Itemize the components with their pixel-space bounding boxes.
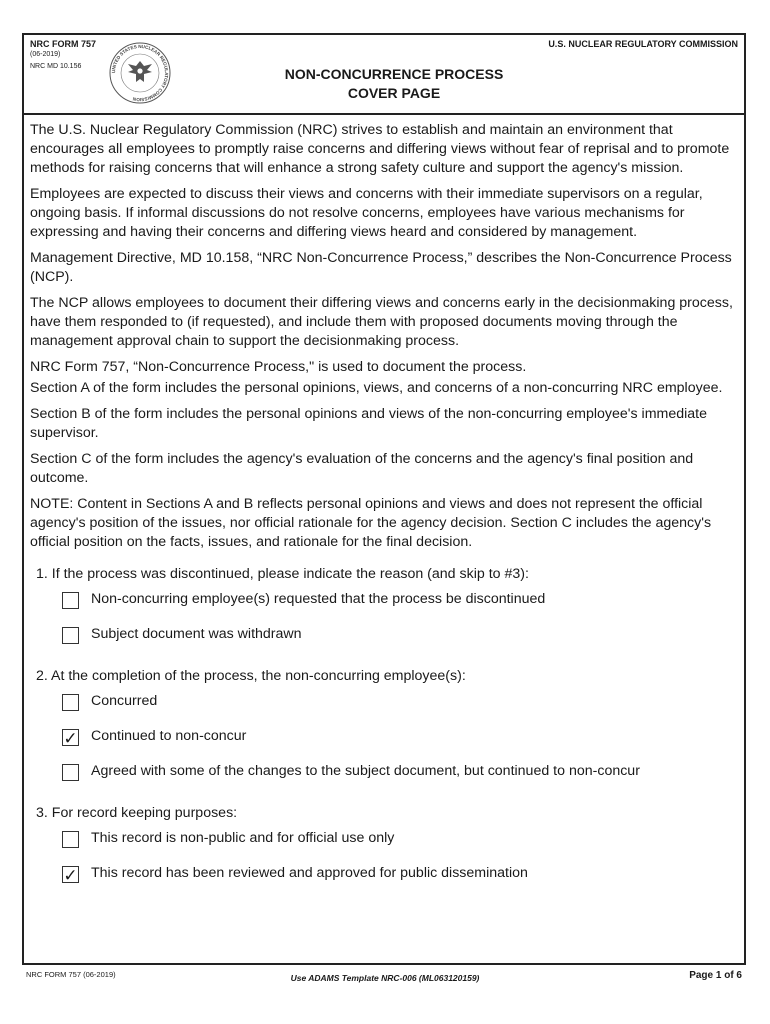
page-number: Page 1 of 6 [689,970,742,981]
footer-template: Use ADAMS Template NRC-006 (ML063120159) [290,973,480,983]
checkbox[interactable]: ✓ [63,866,78,885]
form-date: (06-2019) [30,51,61,58]
option-row[interactable] [30,756,746,791]
option-row[interactable] [30,858,746,893]
intro-paragraph: Section C of the form includes the agency's evaluation of the concerns and the agency's final position and outcome. [30,451,694,486]
option-row[interactable] [30,721,746,756]
option-label: Agreed with some of the changes to the subject document, but continued to non-concur [91,763,640,779]
checkbox[interactable] [62,764,79,781]
question-1: 1. If the process was discontinued, please indicate the reason (and skip to #3): [36,566,529,582]
directive-number: NRC MD 10.156 [30,63,82,70]
note-paragraph: NOTE: Content in Sections A and B reflects personal opinions and views and does not represent the official agency's position of the issues, nor official rationale for the agency decision. Section C includes the agency's official position on the facts, issues, and rationale for the final decision. [30,496,712,550]
page-subtitle: COVER PAGE [347,85,441,101]
option-label: This record has been reviewed and approved for public dissemination [91,865,528,881]
question-3: 3. For record keeping purposes: [36,805,238,821]
option-row[interactable] [30,823,746,858]
intro-paragraph: Employees are expected to discuss their views and concerns with their immediate supervisors on a regular, ongoing basis. If informal discussions do not resolve concerns, employees have various mechanisms for expressing and having their concerns and differing views heard and considered by management. [30,186,703,240]
form-frame [22,33,746,965]
intro-paragraph: The NCP allows employees to document their differing views and concerns early in the decisionmaking process, have them responded to (if requested), and include them with proposed documents moving through the management approval chain to support the decisionmaking process. [30,295,733,349]
intro-paragraph: Management Directive, MD 10.158, “NRC Non-Concurrence Process,” describes the Non-Concurrence Process (NCP). [30,250,732,285]
footer-form-ref: NRC FORM 757 (06-2019) [26,970,116,979]
question-2: 2. At the completion of the process, the non-concurring employee(s): [36,668,466,684]
option-label: Continued to non-concur [91,728,247,744]
option-label: Subject document was withdrawn [91,626,302,642]
checkbox[interactable] [62,831,79,848]
agency-name: U.S. NUCLEAR REGULATORY COMMISSION [548,39,738,49]
intro-paragraph: Section A of the form includes the personal opinions, views, and concerns of a non-concurring NRC employee. [30,380,723,396]
form-body [30,121,746,893]
option-label: This record is non-public and for official use only [91,830,395,846]
option-row[interactable] [30,686,746,721]
intro-paragraph: The U.S. Nuclear Regulatory Commission (NRC) strives to establish and maintain an environment that encourages all employees to promptly raise concerns and differing views without fear of reprisal and to promote methods for raising concerns that will enhance a strong safety culture and support the agency's mission. [30,122,730,176]
form-number: NRC FORM 757 [30,39,97,49]
option-label: Concurred [91,693,158,709]
page-title: NON-CONCURRENCE PROCESS [284,66,504,82]
option-label: Non-concurring employee(s) requested that the process be discontinued [91,591,546,607]
checkbox[interactable]: ✓ [63,729,78,748]
checkbox[interactable] [62,592,79,609]
form-header [24,35,744,115]
seal-text: UNITED STATES NUCLEAR REGULATORY COMMISSION [110,43,170,103]
intro-paragraph: NRC Form 757, “Non-Concurrence Process," is used to document the process. [30,359,527,375]
option-row[interactable] [30,619,746,654]
checkbox[interactable] [62,627,79,644]
intro-paragraph: Section B of the form includes the personal opinions and views of the non-concurring employee's immediate supervisor. [30,406,707,441]
checkbox[interactable] [62,694,79,711]
option-row[interactable] [30,584,746,619]
